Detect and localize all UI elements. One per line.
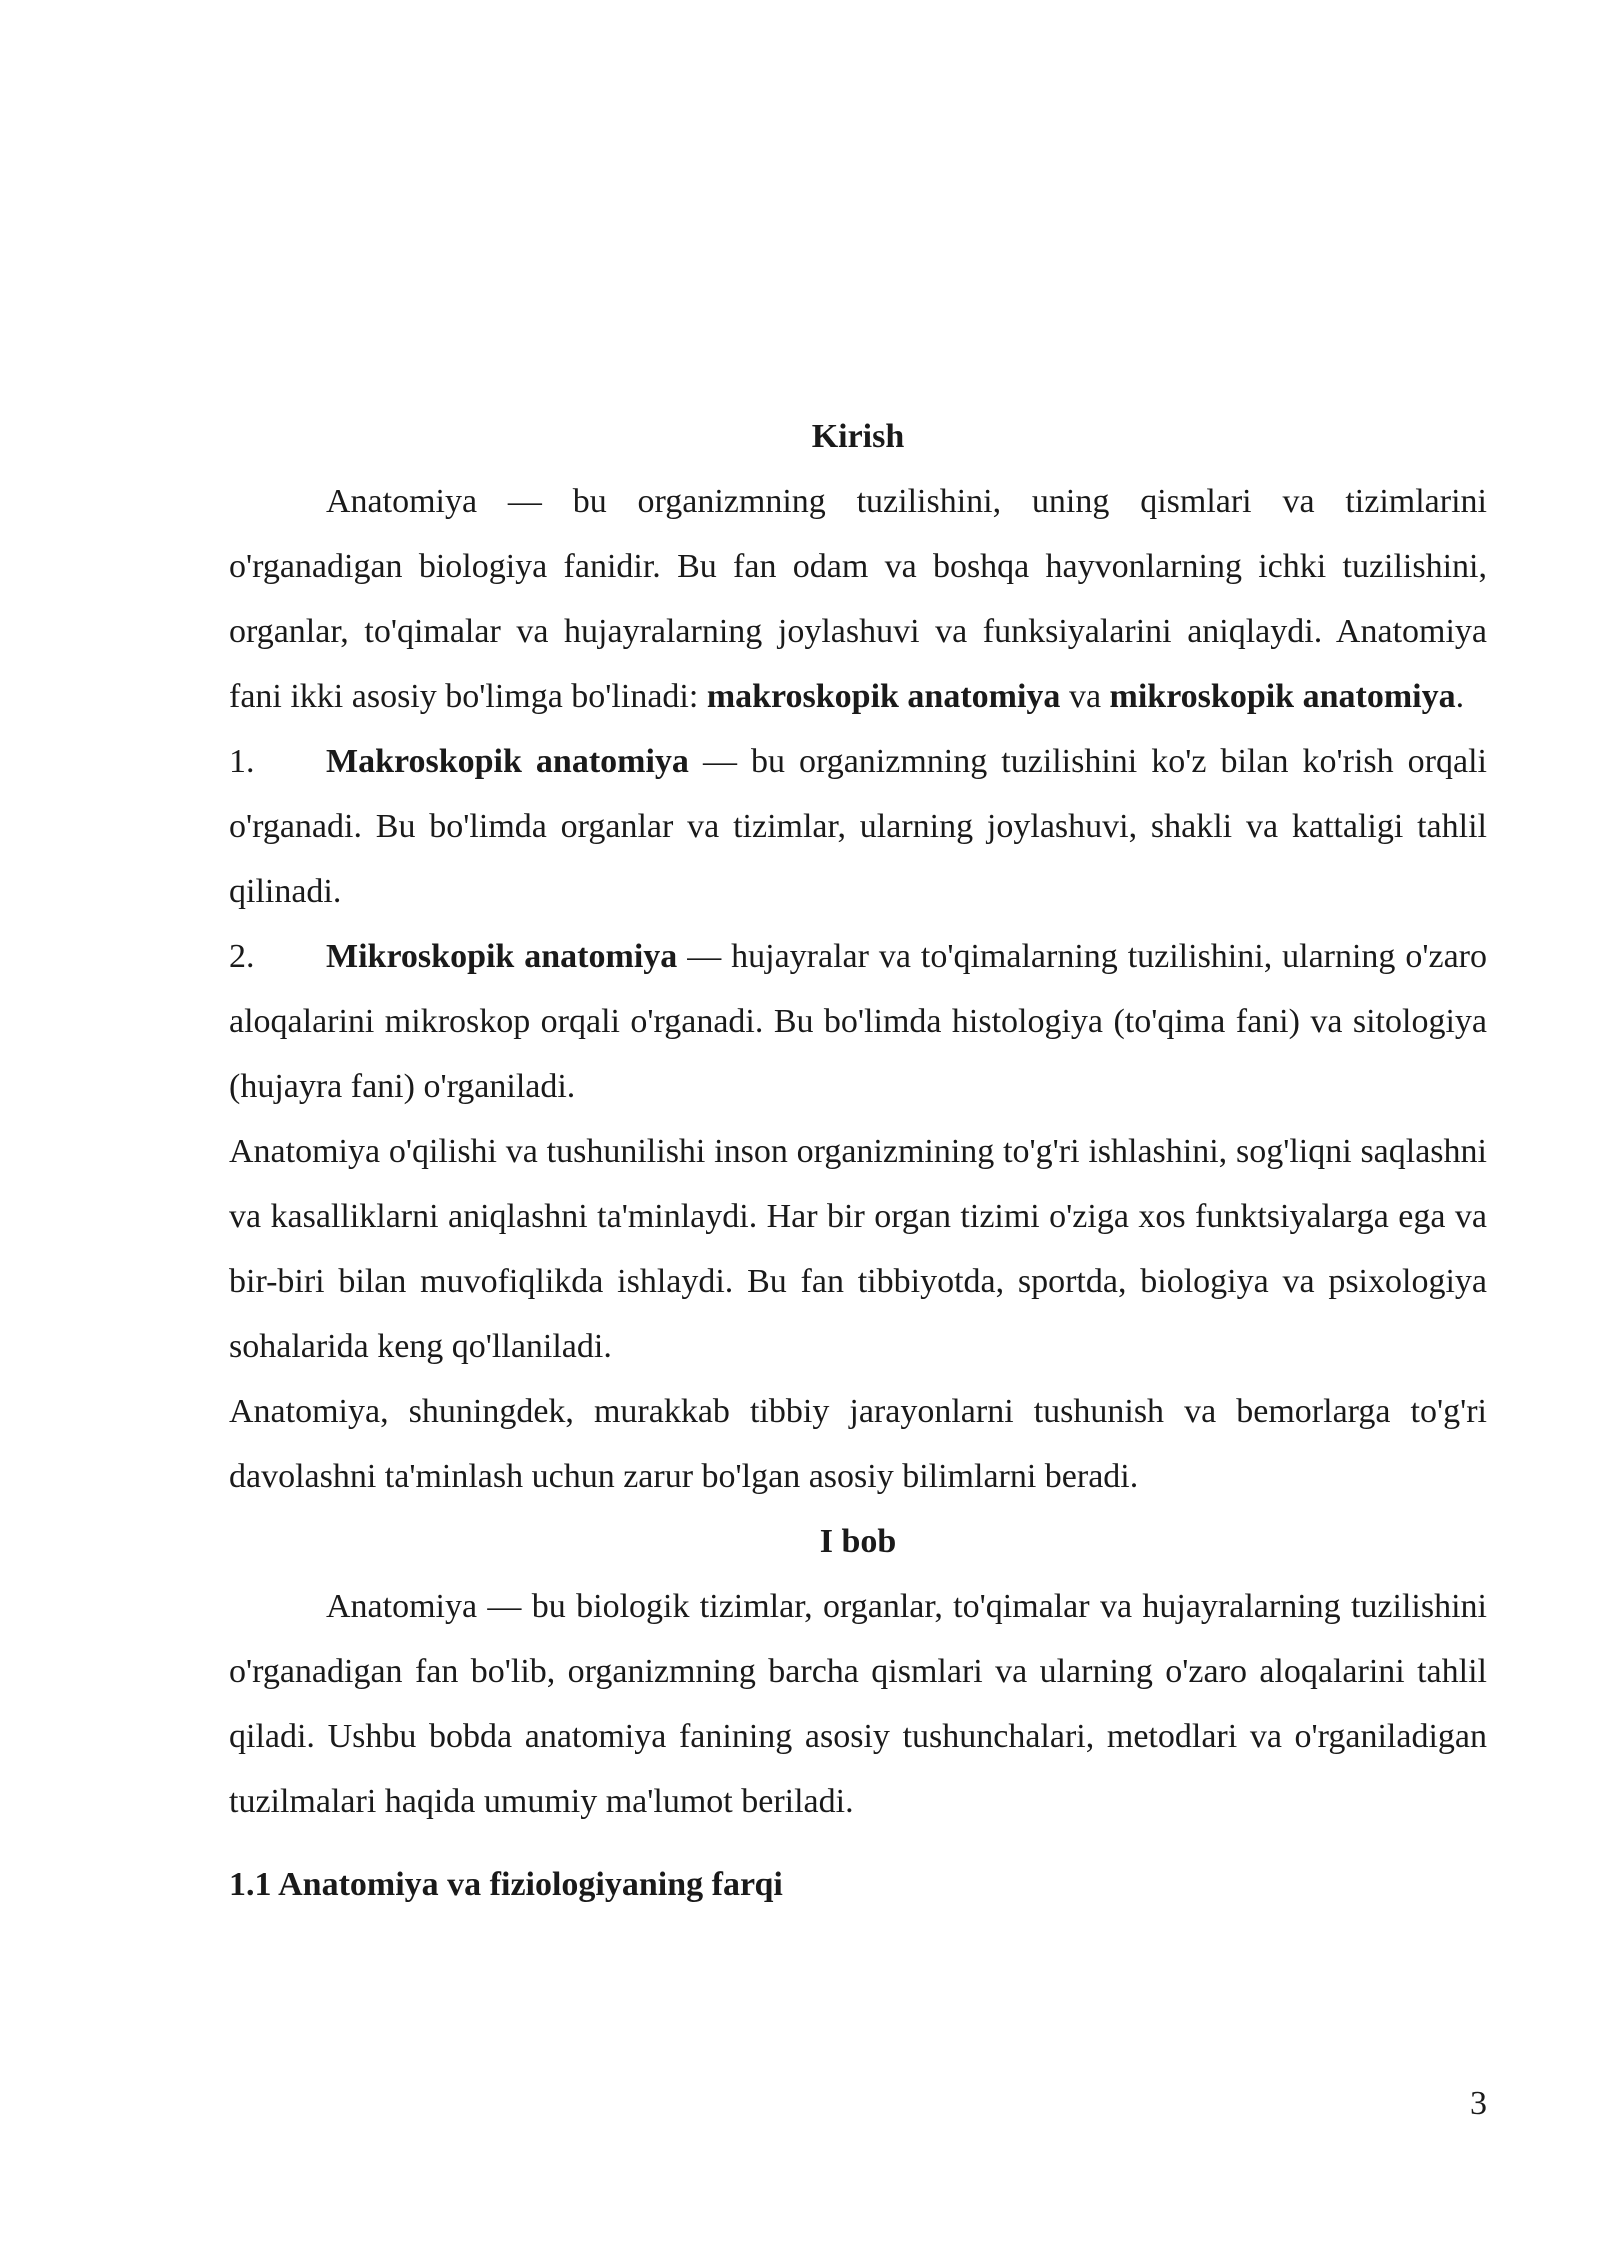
list-item-2-text: — hujayralar va to'qimalarning tuzilishini, ularning o'zaro aloqalarini mikroskop orqali o'rganadi. Bu bo'limda histologiya (to'qima fani) va sitologiya (hujayra fani) o'rganiladi. [229, 938, 1487, 1105]
kirish-paragraph-1-text: Anatomiya — bu organizmning tuzilishini, uning qismlari va tizimlarini o'rganadigan biologiya fanidir. Bu fan odam va boshqa hayvonlarning ichki tuzilishini, organlar, to'qimalar va hujayralarning joylashuvi va funksiyalarini aniqlaydi. Anatomiya fani ikki asosiy bo'limga bo'linadi: [229, 483, 1487, 715]
kirish-paragraph-3: Anatomiya, shuningdek, murakkab tibbiy jarayonlarni tushunish va bemorlarga to'g'ri davolashni ta'minlash uchun zarur bo'lgan asosiy bilimlarni beradi. [229, 1393, 1487, 1495]
page-number: 3 [1470, 2085, 1487, 2122]
list-item-2 [229, 924, 1487, 1119]
list-item-1 [229, 729, 1487, 924]
kirish-paragraph-2: Anatomiya o'qilishi va tushunilishi inson organizmining to'g'ri ishlashini, sog'liqni saqlashni va kasalliklarni aniqlashni ta'minlaydi. Har bir organ tizimi o'ziga xos funktsiyalarga ega va bir-biri bilan muvofiqlikda ishlaydi. Bu fan tibbiyotda, sportda, biologiya va psixologiya sohalarida keng qo'llaniladi. [229, 1133, 1487, 1365]
list-item-1-bold: Makroskopik anatomiya [326, 743, 689, 780]
kirish-paragraph-1-end: . [1455, 678, 1465, 715]
list-item-2-bold: Mikroskopik anatomiya [326, 938, 678, 975]
section-heading: 1.1 Anatomiya va fiziologiyaning farqi [229, 1866, 783, 1903]
list-item-2-number: 2. [229, 938, 255, 975]
kirish-paragraph-1-bold-1: makroskopik anatomiya [706, 678, 1061, 715]
kirish-heading: Kirish [811, 418, 905, 455]
kirish-paragraph-1-bold-2: mikroskopik anatomiya [1109, 678, 1456, 715]
chapter-heading: I bob [819, 1523, 897, 1560]
kirish-paragraph-1-mid: va [1060, 678, 1110, 715]
page-content [229, 404, 1487, 1917]
list-item-1-number: 1. [229, 743, 255, 780]
kirish-paragraph-1 [229, 469, 1487, 729]
list-item-1-text: — bu organizmning tuzilishini ko'z bilan ko'rish orqali o'rganadi. Bu bo'limda organlar va tizimlar, ularning joylashuvi, shakli va kattaligi tahlil qilinadi. [229, 743, 1487, 910]
chapter-paragraph-1: Anatomiya — bu biologik tizimlar, organlar, to'qimalar va hujayralarning tuzilishini o'rganadigan fan bo'lib, organizmning barcha qismlari va ularning o'zaro aloqalarini tahlil qiladi. Ushbu bobda anatomiya fanining asosiy tushunchalari, metodlari va o'rganiladigan tuzilmalari haqida umumiy ma'lumot beriladi. [229, 1588, 1487, 1820]
